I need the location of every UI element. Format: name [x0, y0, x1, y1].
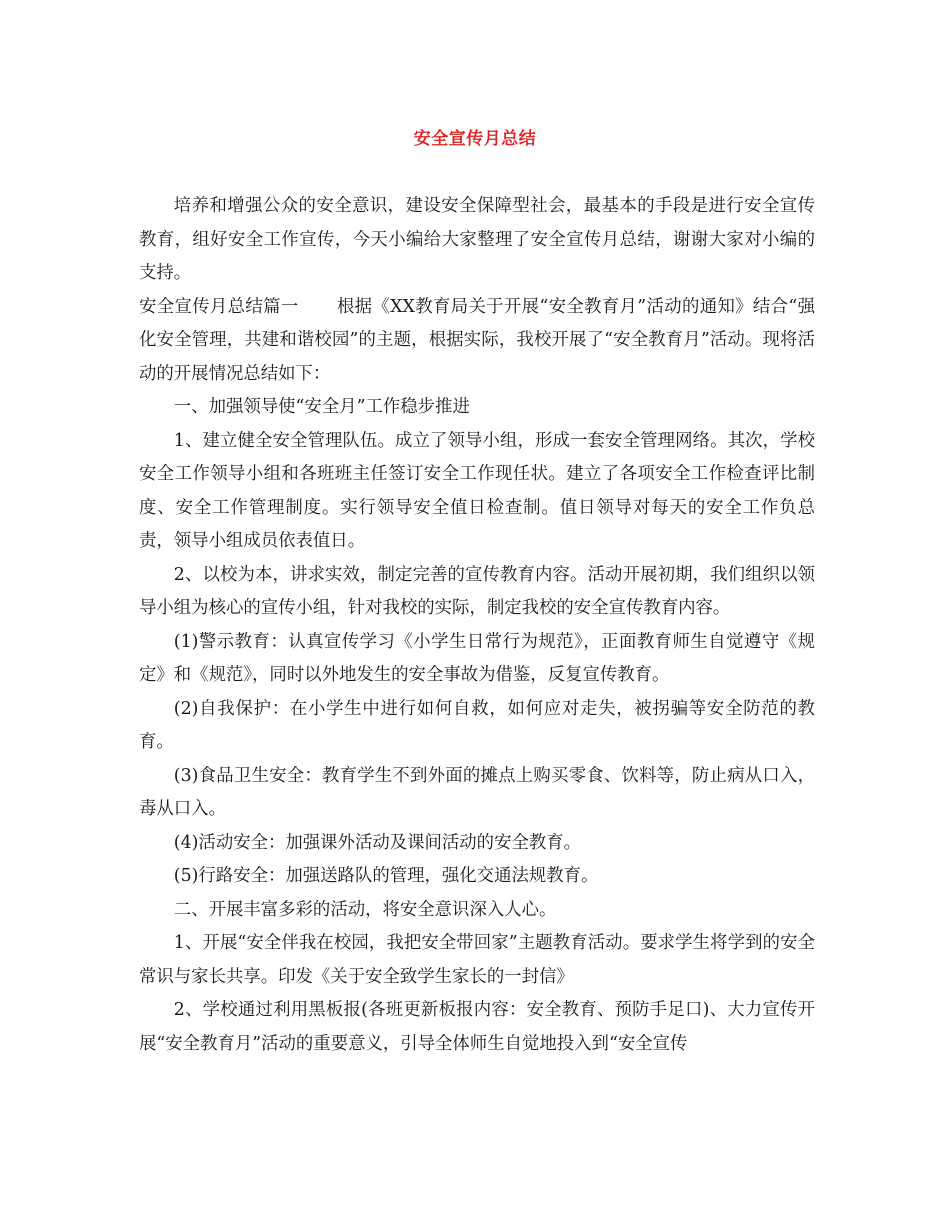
body-paragraph: 2、学校通过利用黑板报(各班更新板报内容：安全教育、预防手足口)、大力宣传开展“安全教育月”活动的重要意义，引导全体师生自觉地投入到“安全宣传	[139, 1000, 815, 1054]
section-heading: 一、加强领导使“安全月”工作稳步推进	[173, 397, 470, 417]
part-intro: 根据《XX教育局关于开展“安全教育月”活动的通知》结合“强化安全管理，共建和谐校园”的主题，根据实际，我校开展了“安全教育月”活动。现将活动的开展情况总结如下：	[139, 296, 815, 384]
body-paragraph: 1、开展“安全伴我在校园，我把安全带回家”主题教育活动。要求学生将学到的安全常识与家长共享。印发《关于安全致学生家长的一封信》	[139, 933, 815, 987]
list-item: (2)自我保护：在小学生中进行如何自救，如何应对走失，被拐骗等安全防范的教育。	[139, 698, 815, 752]
body-paragraph: 2、以校为本，讲求实效，制定完善的宣传教育内容。活动开展初期，我们组织以领导小组为核心的宣传小组，针对我校的实际，制定我校的安全宣传教育内容。	[139, 564, 815, 618]
list-item: (3)食品卫生安全：教育学生不到外面的摊点上购买零食、饮料等，防止病从口入，毒从口入。	[139, 765, 815, 819]
part-one-paragraph	[139, 291, 815, 392]
list-item: (4)活动安全：加强课外活动及课间活动的安全教育。	[173, 832, 582, 853]
document-body	[139, 190, 815, 1061]
list-item: (5)行路安全：加强送路队的管理，强化交通法规教育。	[173, 866, 599, 886]
document-title: 安全宣传月总结	[413, 129, 537, 149]
body-paragraph: 1、建立健全安全管理队伍。成立了领导小组，形成一套安全管理网络。其次，学校安全工作领导小组和各班班主任签订安全工作现任状。建立了各项安全工作检查评比制度、安全工作管理制度。实行领导安全值日检查制。值日领导对每天的安全工作负总责，领导小组成员依表值日。	[139, 430, 815, 551]
part-heading: 安全宣传月总结篇一	[139, 296, 299, 317]
intro-paragraph: 培养和增强公众的安全意识，建设安全保障型社会，最基本的手段是进行安全宣传教育，组好安全工作宣传，今天小编给大家整理了安全宣传月总结，谢谢大家对小编的支持。	[139, 196, 815, 283]
section-heading: 二、开展丰富多彩的活动，将安全意识深入人心。	[173, 899, 557, 920]
list-item: (1)警示教育：认真宣传学习《小学生日常行为规范》，正面教育师生自觉遵守《规定》和《规范》，同时以外地发生的安全事故为借鉴，反复宣传教育。	[139, 631, 815, 685]
